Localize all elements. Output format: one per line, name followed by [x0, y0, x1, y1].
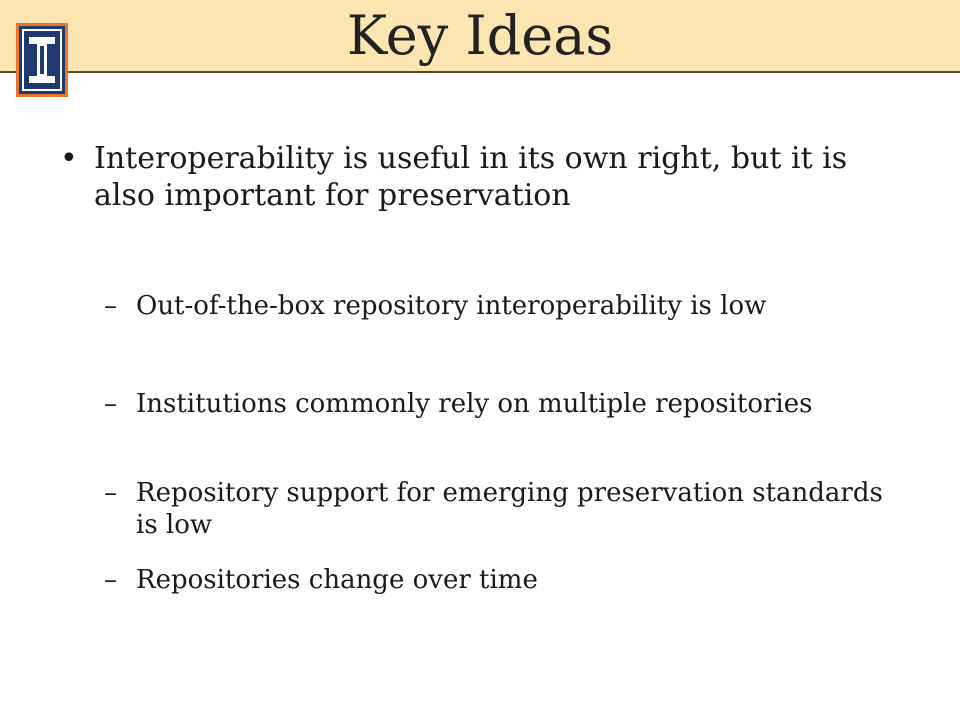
bullet-marker: • [60, 141, 78, 176]
slide-title: Key Ideas [346, 4, 614, 67]
sub-bullet-item [104, 388, 904, 420]
sub-bullet-marker: – [104, 565, 117, 595]
bullet-text: Interoperability is useful in its own right, but it is also important for preservation [94, 141, 848, 213]
sub-bullet-text: Institutions commonly rely on multiple repositories [136, 389, 813, 419]
sub-bullet-text: Repositories change over time [136, 565, 538, 595]
sub-bullet-item [104, 290, 904, 322]
sub-bullet-text: Repository support for emerging preservation standards is low [136, 478, 883, 540]
sub-bullet-text: Out-of-the-box repository interoperability is low [136, 291, 767, 321]
sub-bullet-marker: – [104, 389, 117, 419]
sub-bullet-marker: – [104, 478, 117, 508]
bullet-item [60, 140, 900, 214]
sub-bullet-item [104, 477, 904, 541]
sub-bullet-marker: – [104, 291, 117, 321]
sub-bullet-item [104, 564, 904, 596]
